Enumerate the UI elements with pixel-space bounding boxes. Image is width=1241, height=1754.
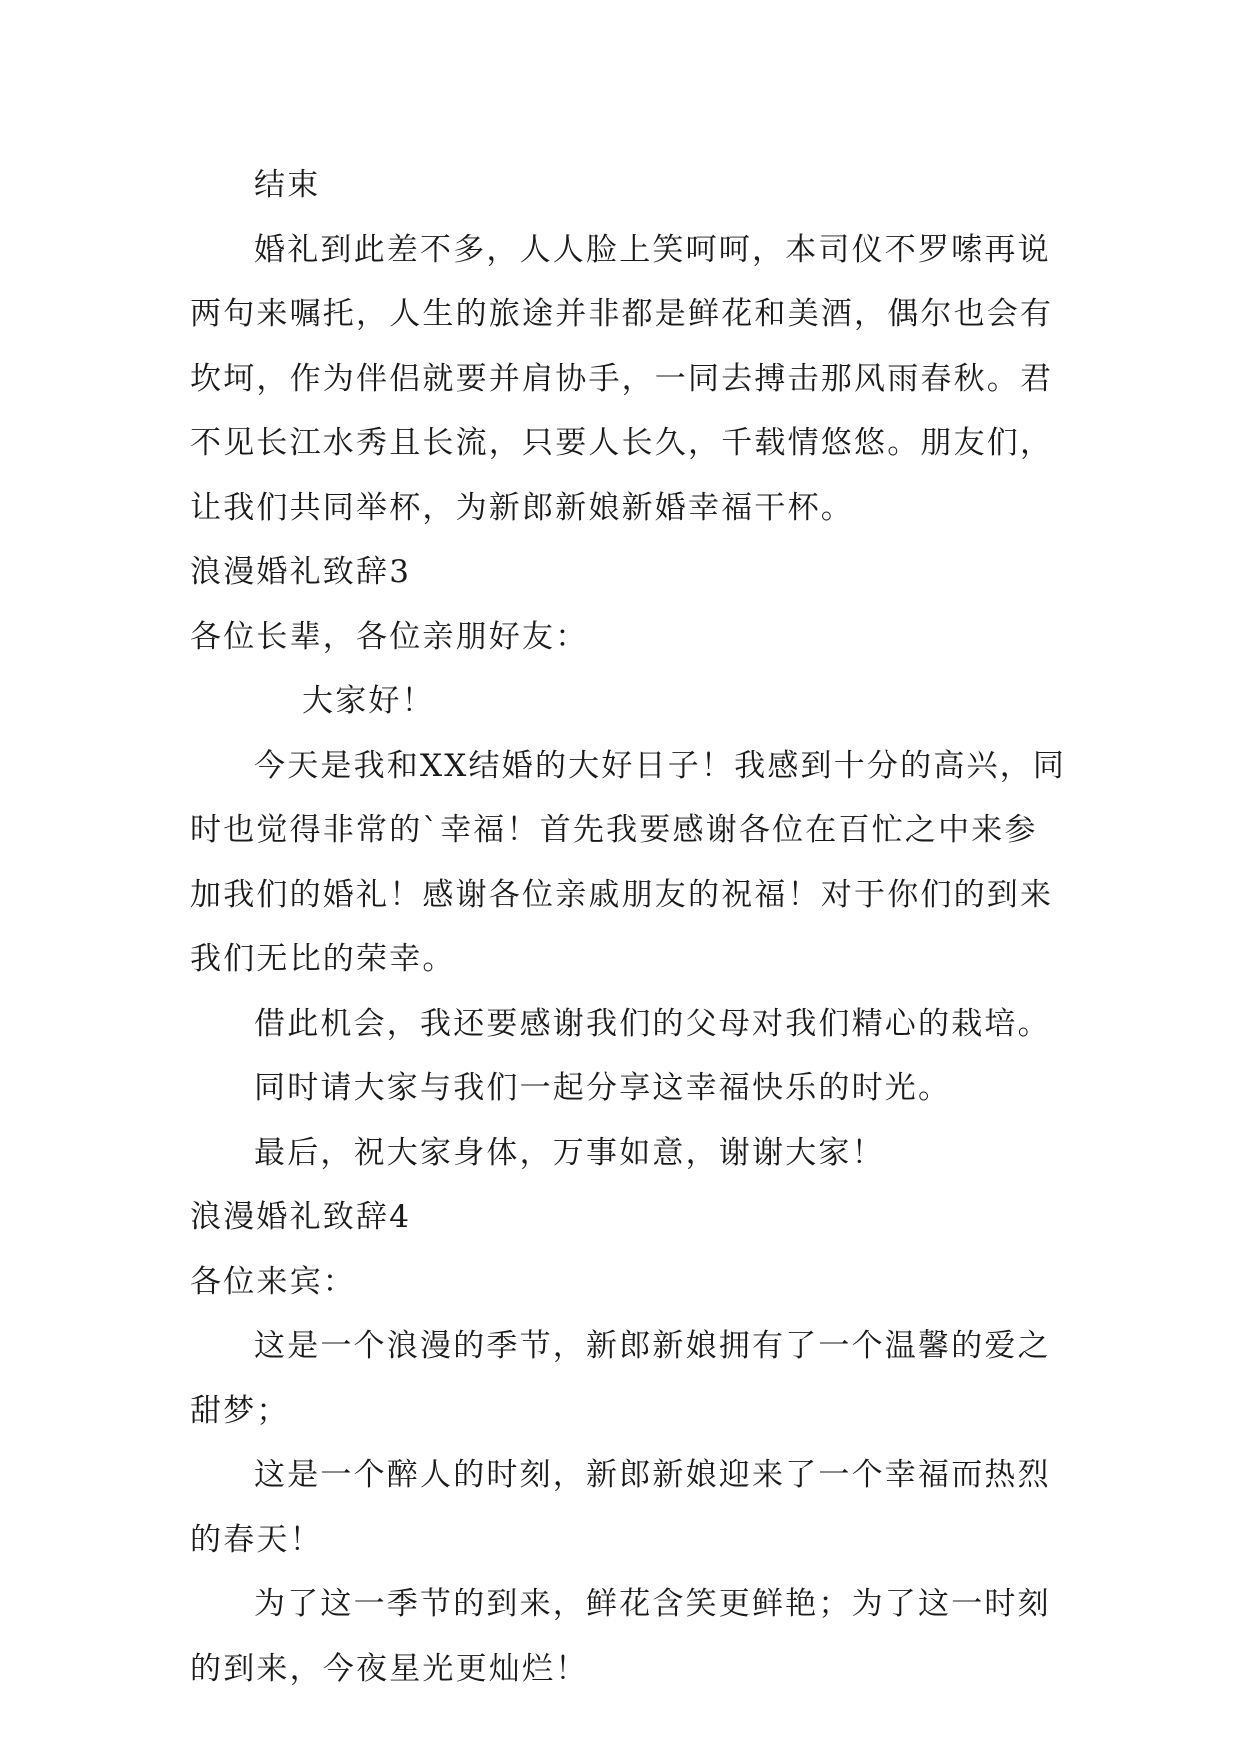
speech3-paragraph: 借此机会，我还要感谢我们的父母对我们精心的栽培。 <box>254 1005 1051 1042</box>
section-heading-end: 结束 <box>254 167 321 203</box>
speech3-paragraph: 最后，祝大家身体，万事如意，谢谢大家！ <box>254 1134 885 1171</box>
speech4-paragraph: 为了这一季节的到来，鲜花含笑更鲜艳；为了这一时刻的到来，今夜星光更灿烂！ <box>190 1586 1051 1687</box>
speech4-title: 浪漫婚礼致辞4 <box>190 1199 412 1235</box>
paragraph-closing: 婚礼到此差不多，人人脸上笑呵呵，本司仪不罗嗦再说两句来嘱托，人生的旅途并非都是鲜花和美酒，偶尔也会有坎坷，作为伴侣就要并肩协手，一同去搏击那风雨春秋。君不见长江水秀且长流，只要人长久，千载情悠悠。朋友们，让我们共同举杯，为新郎新娘新婚幸福干杯。 <box>190 231 1054 526</box>
speech3-title: 浪漫婚礼致辞3 <box>190 554 412 590</box>
speech3-greeting: 大家好！ <box>302 683 435 719</box>
speech4-salutation: 各位来宾： <box>190 1263 356 1300</box>
speech3-salutation: 各位长辈，各位亲朋好友： <box>190 618 589 655</box>
speech4-paragraph: 这是一个醉人的时刻，新郎新娘迎来了一个幸福而热烈的春天！ <box>190 1457 1051 1558</box>
speech4-paragraph: 这是一个浪漫的季节，新郎新娘拥有了一个温馨的爱之甜梦； <box>190 1328 1051 1429</box>
speech3-paragraph: 今天是我和XX结婚的大好日子！我感到十分的高兴，同时也觉得非常的`幸福！首先我要感谢各位在百忙之中来参加我们的婚礼！感谢各位亲戚朋友的祝福！对于你们的到来我们无比的荣幸。 <box>190 747 1067 977</box>
speech3-paragraph: 同时请大家与我们一起分享这幸福快乐的时光。 <box>254 1070 952 1106</box>
document-page <box>190 153 1070 1701</box>
